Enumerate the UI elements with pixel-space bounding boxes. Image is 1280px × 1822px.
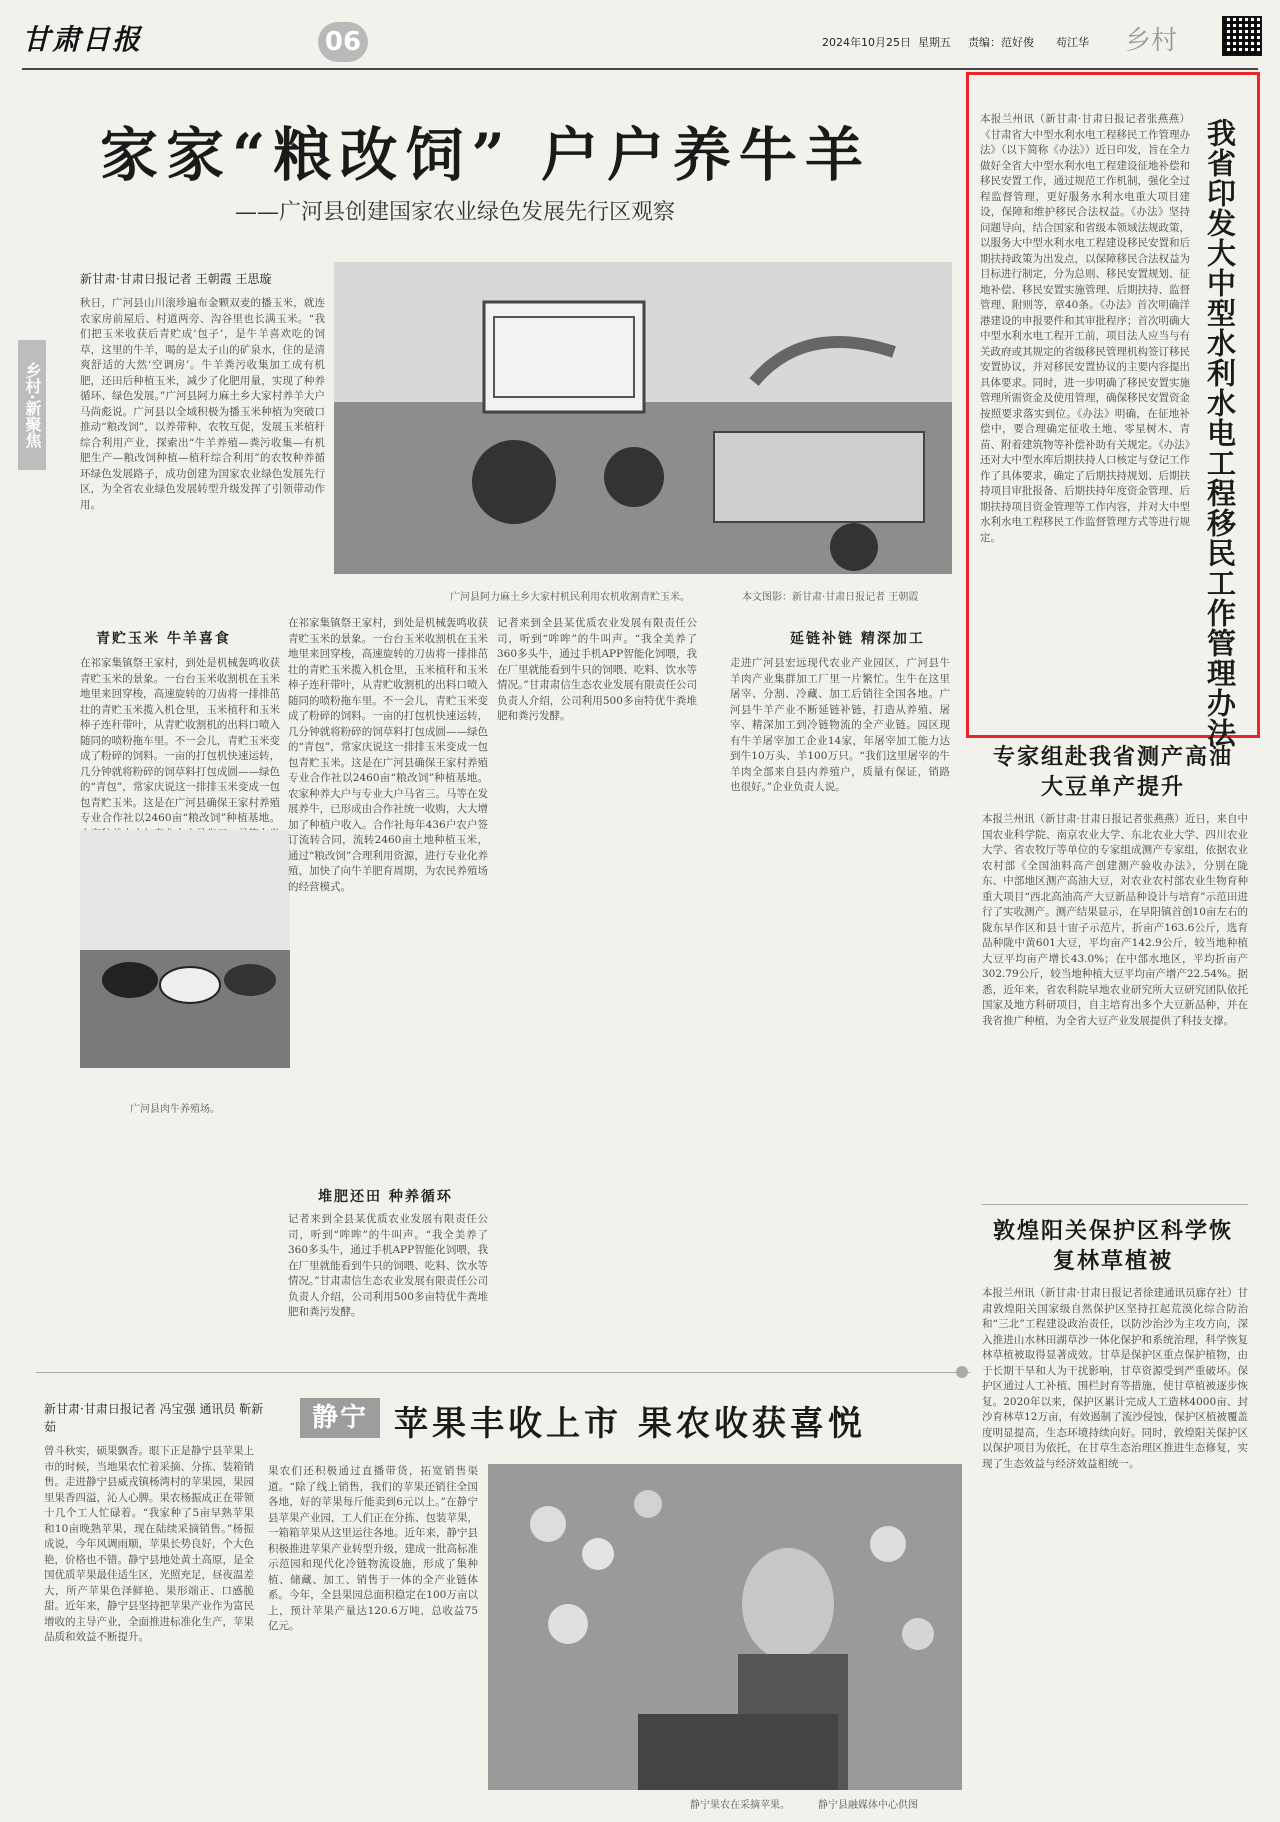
bottom-text-left: 曾斗秋实，硕果飘香。眼下正是静宁县苹果上市的时候，当地果农忙着采摘、分拣、装箱销售。走进静宁县威戎镇杨湾村的苹果园，果园里果香四溢，沁人心脾。果农杨振成正在带领十几个工人忙碌着。“我家种了5亩早熟苹果和10亩晚熟苹果，现在陆续采摘销售。”杨振成说，今年风调雨顺，苹果长势良好，个大色艳，价格也不错。静宁县地处黄土高原，是全国优质苹果最佳适生区，光照充足，昼夜温差大，所产苹果色泽鲜艳、果形端正、口感脆甜。近年来，静宁县坚持把苹果产业作为富民增收的主导产业，全面推进标准化生产，苹果品质和效益不断提升。 (44, 1445, 254, 1643)
section-head-3: 延链补链 精深加工 (790, 631, 925, 647)
lead-headline: 家家“粮改饲” 户户养牛羊 (100, 121, 871, 189)
section-text-3: 记者来到全县某优质农业发展有限责任公司，听到“哞哞”的牛叫声。“我全美养了360多头牛，通过手机APP智能化饲喂，我在厂里就能看到牛只的饲喂、吃料、饮水等情况。”甘肃肃信生态农业发展有限责任公司负责人介绍，公司利用500多亩特优牛粪堆肥和粪污发酵。 (497, 617, 697, 722)
apple-photo (488, 1464, 962, 1790)
right-story-2-headline: 敦煌阳关保护区科学恢复林草植被 (992, 1218, 1233, 1274)
designer-credit: 苟江华 (1056, 36, 1089, 49)
apple-orchard-illustration (488, 1464, 962, 1790)
section-text-2-lead: 在祁家集镇祭王家村，到处是机械轰鸣收获青贮玉米的景象。一台台玉米收割机在玉米地里来回穿梭，高速旋转的刀齿将一排排茁壮的青贮玉米揽入机仓里，玉米植秆和玉米棒子连秆带叶，从青贮收割机的出料口喷入随同的喷粉拖车里。不一会儿，青贮玉米变成了粉碎的饲料。一亩的打包机快速运转，几分钟就将粉碎的饲草料打包成圆——绿色的“青包”，常家庆说这一排排玉米变成一包包青贮玉米。这是在广河县确保王家村养殖专业合作社以2460亩“粮改饲”种植基地。农家种养大户与专业大户马省三。马等在发展养牛，已形成由合作社统一收购，大大增加了种植户收入。合作社每年436户农户签订流转合同，流转2460亩土地种植玉米，通过“粮改饲”合理利用资源，进行专业化养殖，加快了向牛羊肥育周期，为农民养殖场的经营模式。 (288, 617, 488, 893)
harvester-photo-credit: 本文图影：新甘肃·甘肃日报记者 王朝霞 (742, 592, 919, 603)
bottom-story-tag: 静宁 (300, 1398, 380, 1438)
section-text-1: 在祁家集镇祭王家村，到处是机械轰鸣收获青贮玉米的景象。一台台玉米收割机在玉米地里来回穿梭，高速旋转的刀齿将一排排茁壮的青贮玉米揽入机仓里，玉米植秆和玉米棒子连秆带叶，从青贮收割机的出料口喷入随同的喷粉拖车里。不一会儿，青贮玉米变成了粉碎的饲料。一亩的打包机快速运转，几分钟就将粉碎的饲草料打包成圆——绿色的“青包”，常家庆说这一排排玉米变成一包包青贮玉米。这是在广河县确保王家村养殖专业合作社以2460亩“粮改饲”种植基地。 (80, 657, 280, 824)
section-text-1-cont (80, 1118, 280, 1318)
apple-photo-credit: 静宁县融媒体中心供图 (818, 1800, 918, 1811)
qr-code-icon (1222, 16, 1262, 56)
right-story-1-text: 本报兰州讯（新甘肃·甘肃日报记者张燕燕）近日，来自中国农业科学院、南京农业大学、东北农业大学、四川农业大学、省农牧厅等单位的专家组成测产专家组，依据农业农村部《全国油料高产创建测产验收办法》，分别在陇东、中部地区测产高油大豆，对农业农村部农业生物育种重大项目“西北高油高产大豆新品种设计与培育”示范田进行了实收测产。测产结果显示，在早阳镇首创10亩左右的陇东早作区和县十宙子示范片，折亩产163.6公斤，选育品种陇中黄601大豆，平均亩产142.9公斤，较当地种植大豆平均亩产增长43.0%；在中部水地区，平均折亩产302.79公斤，较当地种植大豆平均亩产增产22.54%。据悉，近年来，省农科院早地农业研究所大豆研究团队依托国家及地方科研项目，自主培育出多个大豆新品种，并在我省推广种植，为全省大豆产业发展提供了科技支撑。 (982, 813, 1248, 1027)
column-tab: 乡村·新聚焦 (18, 340, 46, 470)
harvester-illustration (334, 262, 952, 574)
apple-photo-caption: 静宁果农在采摘苹果。 (690, 1800, 790, 1811)
right-story-2-text: 本报兰州讯（新甘肃·甘肃日报记者徐建通讯员廊存社）甘肃敦煌阳关国家级自然保护区坚持扛起荒漠化综合防治和“三北”工程建设政治责任，以防沙治沙为主攻方向，深入推进山水林田湖草沙一体化保护和系统治理，科学恢复林草植被取得显著成效。甘草是保护区重点保护植物，由于长期干旱和人为干扰影响，甘草资源受到严重破坏。保护区通过人工补植、围栏封育等措施，使甘草植被逐步恢复。2020年以来，保护区累计完成人工造林4000亩、封沙育林草12万亩，有效遏制了流沙侵蚀，保护区植被覆盖度明显提高，生态环境持续向好。同时，敦煌阳关保护区以保护项目为依托，在甘草生态治理区推进生态修复，实现了生态效益与经济效益相统一。 (982, 1287, 1248, 1470)
featured-text: 本报兰州讯（新甘肃·甘肃日报记者张燕燕）《甘肃省大中型水利水电工程移民工作管理办法》（以下简称《办法》）近日印发，旨在全力做好全省大中型水利水电工程建设征地补偿和移民安置工作，通过规范工作机制，强化全过程监督管理，更好服务水利水电重大项目建设，保障和维护移民合法权益。《办法》坚持问题导向，结合国家和省级本领域法规政策，以服务大中型水利水电工程建设移民安置和后期扶持政策为出发点，以保障移民合法权益为目标进行制定，分为总则、移民安置规划、征地补偿、移民安置实施管理、后期扶持、监督管理、附则等，章40条。《办法》首次明确洋港建设的申报要件和其审批程序；首次明确大中型水利水电工程开工前，项目法人应当与有关政府或其规定的省级移民管理机构签订移民安置协议，并对移民安置协议的主要内容提出具体要求。同时，进一步明确了移民安置实施管理所需资金及使用管理，确保移民安置资金按照要求落实到位。《办法》明确，在征地补偿中，要合理确定征收土地、零星树木、青苗、附着建筑物等补偿补助有关规定。《办法》还对大中型水库后期扶持人口核定与登记工作作了具体要求，确定了后期扶持规划、后期扶持项目审批报备、后期扶持年度资金管理、后期扶持项目资金管理等工作内容，并对大中型水利水电工程移民工作监督管理方式等进行规定。 (980, 113, 1190, 544)
right-divider (982, 1204, 1248, 1205)
header-divider (22, 68, 1258, 70)
issue-date: 2024年10月25日 (822, 36, 911, 49)
lead-byline: 新甘肃·甘肃日报记者 王朝霞 王思璇 (80, 272, 272, 286)
right-story-1-headline: 专家组赴我省测产高油大豆单产提升 (992, 744, 1233, 800)
section-head-1: 青贮玉米 牛羊喜食 (96, 631, 231, 647)
section-text-4: 走进广河县宏远现代农业产业园区，广河县牛羊肉产业集群加工厂里一片繁忙。生牛在这里屠宰、分割、冷藏、加工后销往全国各地。广河县牛羊产业不断延链补链，打造从养殖、屠宰、精深加工到冷链物流的全产业链。园区现有牛羊屠宰加工企业14家，年屠宰加工能力达到牛10万头、羊100万只。“我们这里屠宰的牛羊肉全部来自县内养殖户，质量有保证，销路也很好。”企业负责人说。 (730, 657, 950, 793)
harvester-photo (334, 262, 952, 574)
section-title: 乡村 (1125, 26, 1178, 56)
lead-intro: 秋日，广河县山川滚珍遍布金颗双麦的播玉米，就连农家房前屋后、村道两旁、沟谷里也长满玉米。“我们把玉米收获后青贮成‘包子’，是牛羊喜欢吃的饲草，这里的牛羊，喝的是太子山的矿泉水，住的是清爽舒适的大然‘空调房’。牛羊粪污收集加工成有机肥，还田后种植玉米，减少了化肥用量，实现了种养循环、绿色发展。”广河县阿力麻土乡大家村养羊大户马尚彪说。广河县以全域积极为播玉米种植为突破口推动“粮改饲”，以养带种、农牧互促，发展玉米植秆综合利用产业，探索出“牛羊养殖—粪污收集—有机肥生产—粮改饲种植—植秆综合利用”的农牧种养循环绿色发展路子，成功创建为国家农业绿色发展先行区，为全省农业绿色发展转型升级发挥了引领带动作用。 (80, 297, 325, 511)
harvester-photo-caption: 广河县阿力麻土乡大家村机民利用农机收割青贮玉米。 (450, 592, 690, 603)
bottom-text-mid: 果农们还积极通过直播带货，拓宽销售渠道。“除了线上销售，我们的苹果还销往全国各地，好的苹果每斤能卖到6元以上。”在静宁县苹果产业园，工人们正在分拣、包装苹果，一箱箱苹果从这里运往各地。近年来，静宁县积极推进苹果产业转型升级，建成一批高标准示范园和现代化冷链物流设施，形成了集种植、储藏、加工、销售于一体的全产业链体系。今年，全县果园总面积稳定在100万亩以上，预计苹果产量达120.6万吨，总收益75亿元。 (268, 1465, 478, 1632)
section-head-2: 堆肥还田 种养循环 (318, 1189, 453, 1205)
cattle-photo-caption: 广河县肉牛养殖场。 (130, 1104, 220, 1115)
section-text-2: 记者来到全县某优质农业发展有限责任公司，听到“哞哞”的牛叫声。“我全美养了360多头牛，通过手机APP智能化饲喂，我在厂里就能看到牛只的饲喂、吃料、饮水等情况。”甘肃肃信生态农业发展有限责任公司负责人介绍，公司利用500多亩特优牛粪堆肥和粪污发酵。 (288, 1213, 488, 1318)
issue-weekday: 星期五 (918, 36, 951, 49)
lower-divider (36, 1372, 970, 1373)
masthead-logo: 甘肃日报 (22, 23, 143, 56)
cattle-photo (80, 830, 290, 1068)
cattle-illustration (80, 830, 290, 1068)
editor-credit: 责编：范好俊 (968, 36, 1034, 49)
page-number-badge: 06 (318, 22, 368, 62)
divider-dot-icon (956, 1366, 968, 1378)
lead-subheadline: ——广河县创建国家农业绿色发展先行区观察 (235, 200, 676, 225)
bottom-byline: 新甘肃·甘肃日报记者 冯宝强 通讯员 靳新茹 (44, 1402, 264, 1434)
featured-headline: 我省印发大中型水利水电工程移民工作管理办法 (1203, 118, 1237, 748)
bottom-headline: 苹果丰收上市 果农收获喜悦 (394, 1404, 866, 1444)
